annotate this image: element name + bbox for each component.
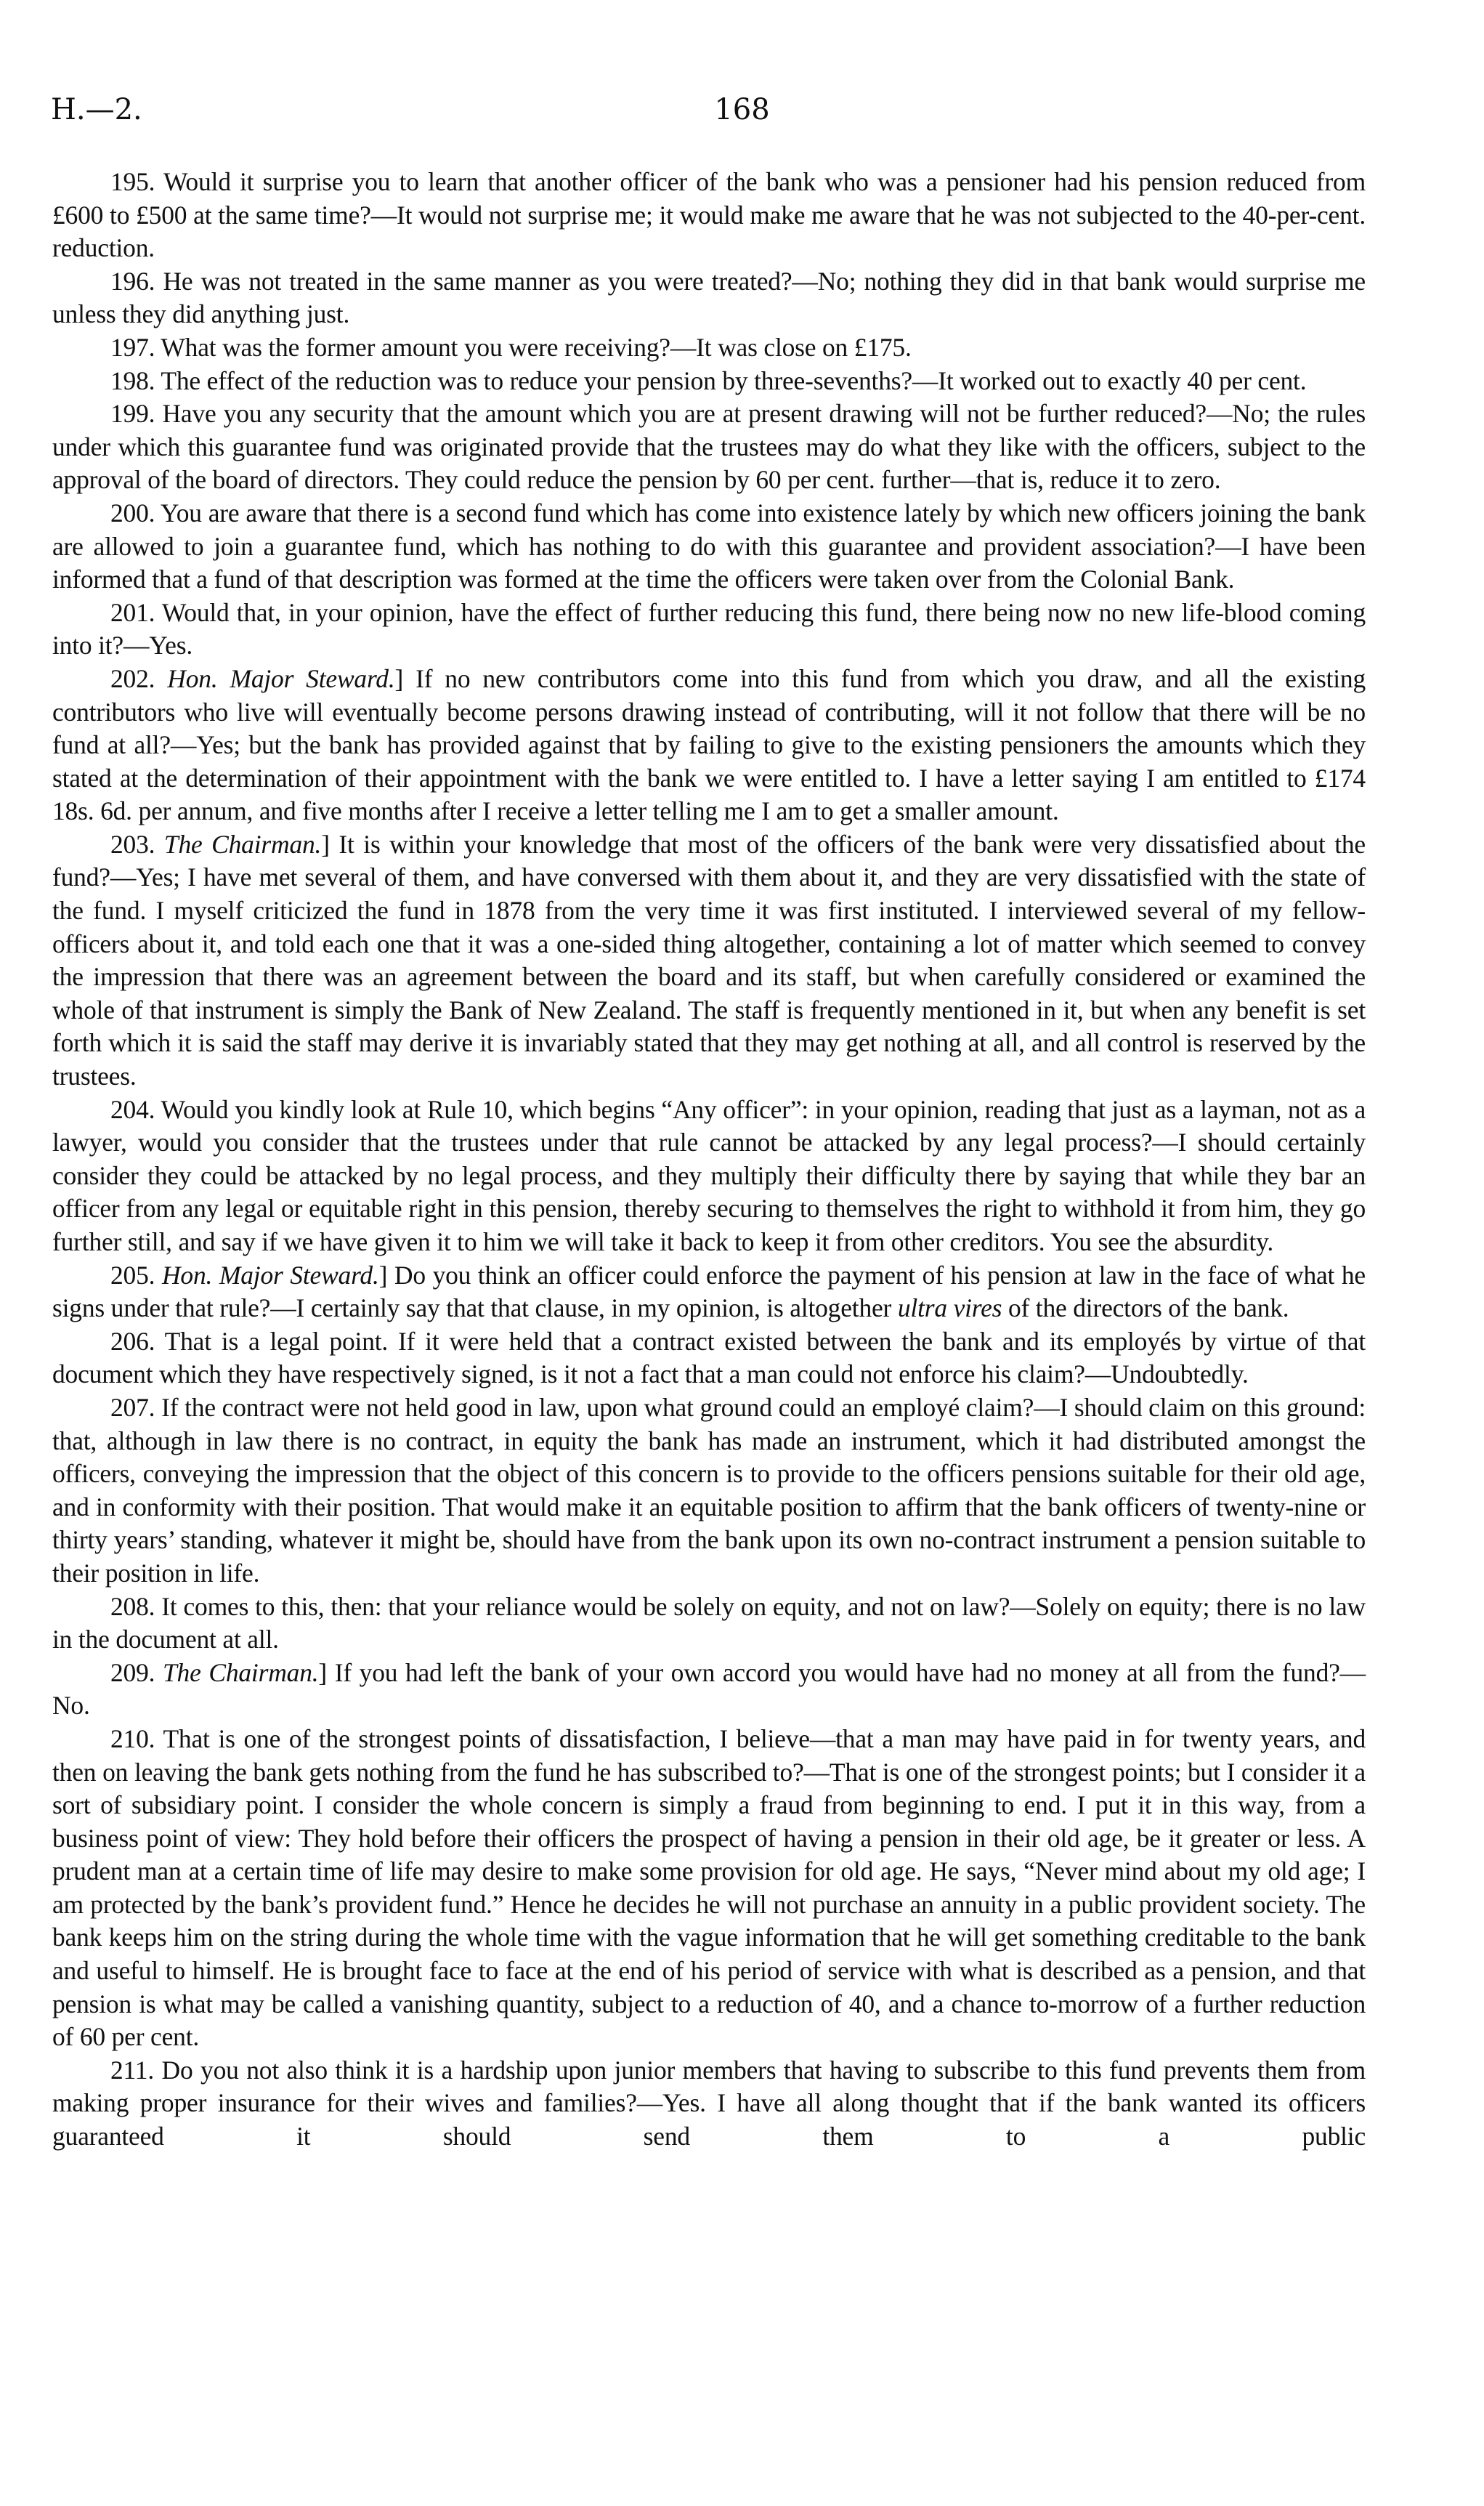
question-paragraph xyxy=(52,1259,1366,1325)
question-paragraph xyxy=(52,1391,1366,1590)
paragraph-text: ] If no new contributors come into this fund from which you draw, and all the existing contributors who live will eventually become persons drawing instead of contributing, will it not follow that there will be no fund at all?—Yes; but the bank has provided against that by failing to give to the existing pensioners the amounts which they stated at the determination of their appointment with the bank we were entitled to. I have a letter saying I am entitled to £174 18s. 6d. per annum, and five months after I receive a letter telling me I am to get a smaller amount. xyxy=(52,663,1366,826)
paragraph-text: 207. If the contract were not held good in law, upon what ground could an employé claim?—I should claim on this ground: that, although in law there is no contract, in equity the bank has made an instrument, which it had distributed amongst the officers, conveying the impression that the object of this concern is to provide to the officers pensions suitable for their old age, and in conformity with their position. That would make it an equitable position to affirm that the bank officers of twenty-nine or thirty years’ standing, whatever it might be, should have from the bank upon its own no-contract instrument a pension suitable to their position in life. xyxy=(52,1392,1366,1588)
evidence-text xyxy=(52,166,1366,2154)
italic-text: Hon. Major Steward. xyxy=(167,663,395,693)
paragraph-text: ] Do you think an officer could enforce the payment of his pension at law in the face of what he signs under that rule?—I certainly say that that clause, in my opinion, is altogether xyxy=(52,1260,1366,1323)
question-paragraph xyxy=(52,2054,1366,2154)
question-paragraph xyxy=(52,828,1366,1094)
paragraph-text: 211. Do you not also think it is a hardship upon junior members that having to subscribe to this fund prevents them from making proper insurance for their wives and families?—Yes. I have all along thought that if the bank wanted its officers guaranteed it should send them to a public xyxy=(52,2055,1366,2151)
question-paragraph xyxy=(52,1325,1366,1391)
paragraph-text: 199. Have you any security that the amount which you are at present drawing will not be further reduced?—No; the rules under which this guarantee fund was originated provide that the trustees may do what they like with the officers, subject to the approval of the board of directors. They could reduce the pension by 60 per cent. further—that is, reduce it to zero. xyxy=(52,399,1366,495)
paragraph-text: 198. The effect of the reduction was to reduce your pension by three-sevenths?—It worked out to exactly 40 per cent. xyxy=(110,365,1307,395)
question-paragraph xyxy=(52,397,1366,497)
paragraph-text: ] It is within your knowledge that most of the officers of the bank were very dissatisfied about the fund?—Yes; I have met several of them, and have conversed with them about it, and they are very dissatisfied with the state of the fund. I myself criticized the fund in 1878 from the very time it was first instituted. I interviewed several of my fellow-officers about it, and told each one that it was a one-sided thing altogether, containing a lot of matter which seemed to convey the impression that there was an agreement between the board and its staff, but when carefully considered or examined the whole of that instrument is simply the Bank of New Zealand. The staff is frequently mentioned in it, but when any benefit is set forth which it is said the staff may derive it is invariably stated that they may get nothing at all, and all control is reserved by the trustees. xyxy=(52,829,1366,1091)
paragraph-text: ] If you had left the bank of your own accord you would have had no money at all from the fund?—No. xyxy=(52,1657,1366,1721)
paragraph-text: 197. What was the former amount you were receiving?—It was close on £175. xyxy=(110,332,912,362)
paragraph-text: 202. xyxy=(110,663,168,693)
paragraph-text: 200. You are aware that there is a second fund which has come into existence lately by which new officers joining the bank are allowed to join a guarantee fund, which has nothing to do with this guarantee and provident association?—I have been informed that a fund of that description was formed at the time the officers were taken over from the Colonial Bank. xyxy=(52,498,1366,594)
question-paragraph xyxy=(52,365,1366,398)
page-number: 168 xyxy=(714,93,770,126)
paragraph-text: of the directors of the bank. xyxy=(1002,1293,1289,1323)
paragraph-text: 205. xyxy=(110,1260,162,1290)
paragraph-text: 203. xyxy=(110,829,164,859)
paragraph-text: 209. xyxy=(110,1657,163,1687)
paragraph-text: 208. It comes to this, then: that your reliance would be solely on equity, and not on law?—Solely on equity; there is no law in the document at all. xyxy=(52,1591,1366,1654)
question-paragraph xyxy=(52,1657,1366,1723)
question-paragraph xyxy=(52,663,1366,828)
paragraph-text: 196. He was not treated in the same manner as you were treated?—No; nothing they did in that bank would surprise me unless they did anything just. xyxy=(52,266,1366,329)
question-paragraph xyxy=(52,497,1366,597)
question-paragraph xyxy=(52,265,1366,331)
series-reference: H.—2. xyxy=(51,93,142,126)
italic-text: ultra vires xyxy=(897,1293,1002,1323)
question-paragraph xyxy=(52,166,1366,265)
question-paragraph xyxy=(52,597,1366,663)
question-paragraph xyxy=(52,1590,1366,1657)
question-paragraph xyxy=(52,1094,1366,1259)
italic-text: Hon. Major Steward. xyxy=(162,1260,379,1290)
question-paragraph xyxy=(52,331,1366,365)
italic-text: The Chairman. xyxy=(163,1657,319,1687)
italic-text: The Chairman. xyxy=(163,829,322,859)
question-paragraph xyxy=(52,1723,1366,2054)
paragraph-text: 204. Would you kindly look at Rule 10, which begins “Any officer”: in your opinion, reading that just as a layman, not as a lawyer, would you consider that the trustees under that rule cannot be attacked by any legal process?—I should certainly consider they could be attacked by no legal process, and they multiply their difficulty there by saying that while they bar an officer from any legal or equitable right in this pension, thereby securing to themselves the right to withhold it from him, they go further still, and say if we have given it to him we will take it back to keep it from other creditors. You see the absurdity. xyxy=(52,1094,1366,1256)
paragraph-text: 195. Would it surprise you to learn that another officer of the bank who was a pensioner had his pension reduced from £600 to £500 at the same time?—It would not surprise me; it would make me aware that he was not subjected to the 40-per-cent. reduction. xyxy=(52,167,1366,263)
paragraph-text: 206. That is a legal point. If it were held that a contract existed between the bank and its employés by virtue of that document which they have respectively signed, is it not a fact that a man could not enforce his claim?—Undoubtedly. xyxy=(52,1326,1366,1389)
paragraph-text: 201. Would that, in your opinion, have the effect of further reducing this fund, there being now no new life-blood coming into it?—Yes. xyxy=(52,597,1366,660)
paragraph-text: 210. That is one of the strongest points of dissatisfaction, I believe—that a man may have paid in for twenty years, and then on leaving the bank gets nothing from the fund he has subscribed to?—That is one of the strongest points; but I consider it a sort of subsidiary point. I consider the whole concern is simply a fraud from beginning to end. I put it in this way, from a business point of view: They hold before their officers the prospect of having a pension in their old age, be it greater or less. A prudent man at a certain time of life may desire to make some provision for old age. He says, “Never mind about my old age; I am protected by the bank’s provident fund.” Hence he decides he will not purchase an annuity in a public provident society. The bank keeps him on the string during the whole time with the vague information that he will get something creditable to the bank and useful to himself. He is brought face to face at the end of his period of service with what is described as a pension, and that pension is what may be called a vanishing quantity, subject to a reduction of 40, and a chance to-morrow of a further reduction of 60 per cent. xyxy=(52,1723,1366,2052)
